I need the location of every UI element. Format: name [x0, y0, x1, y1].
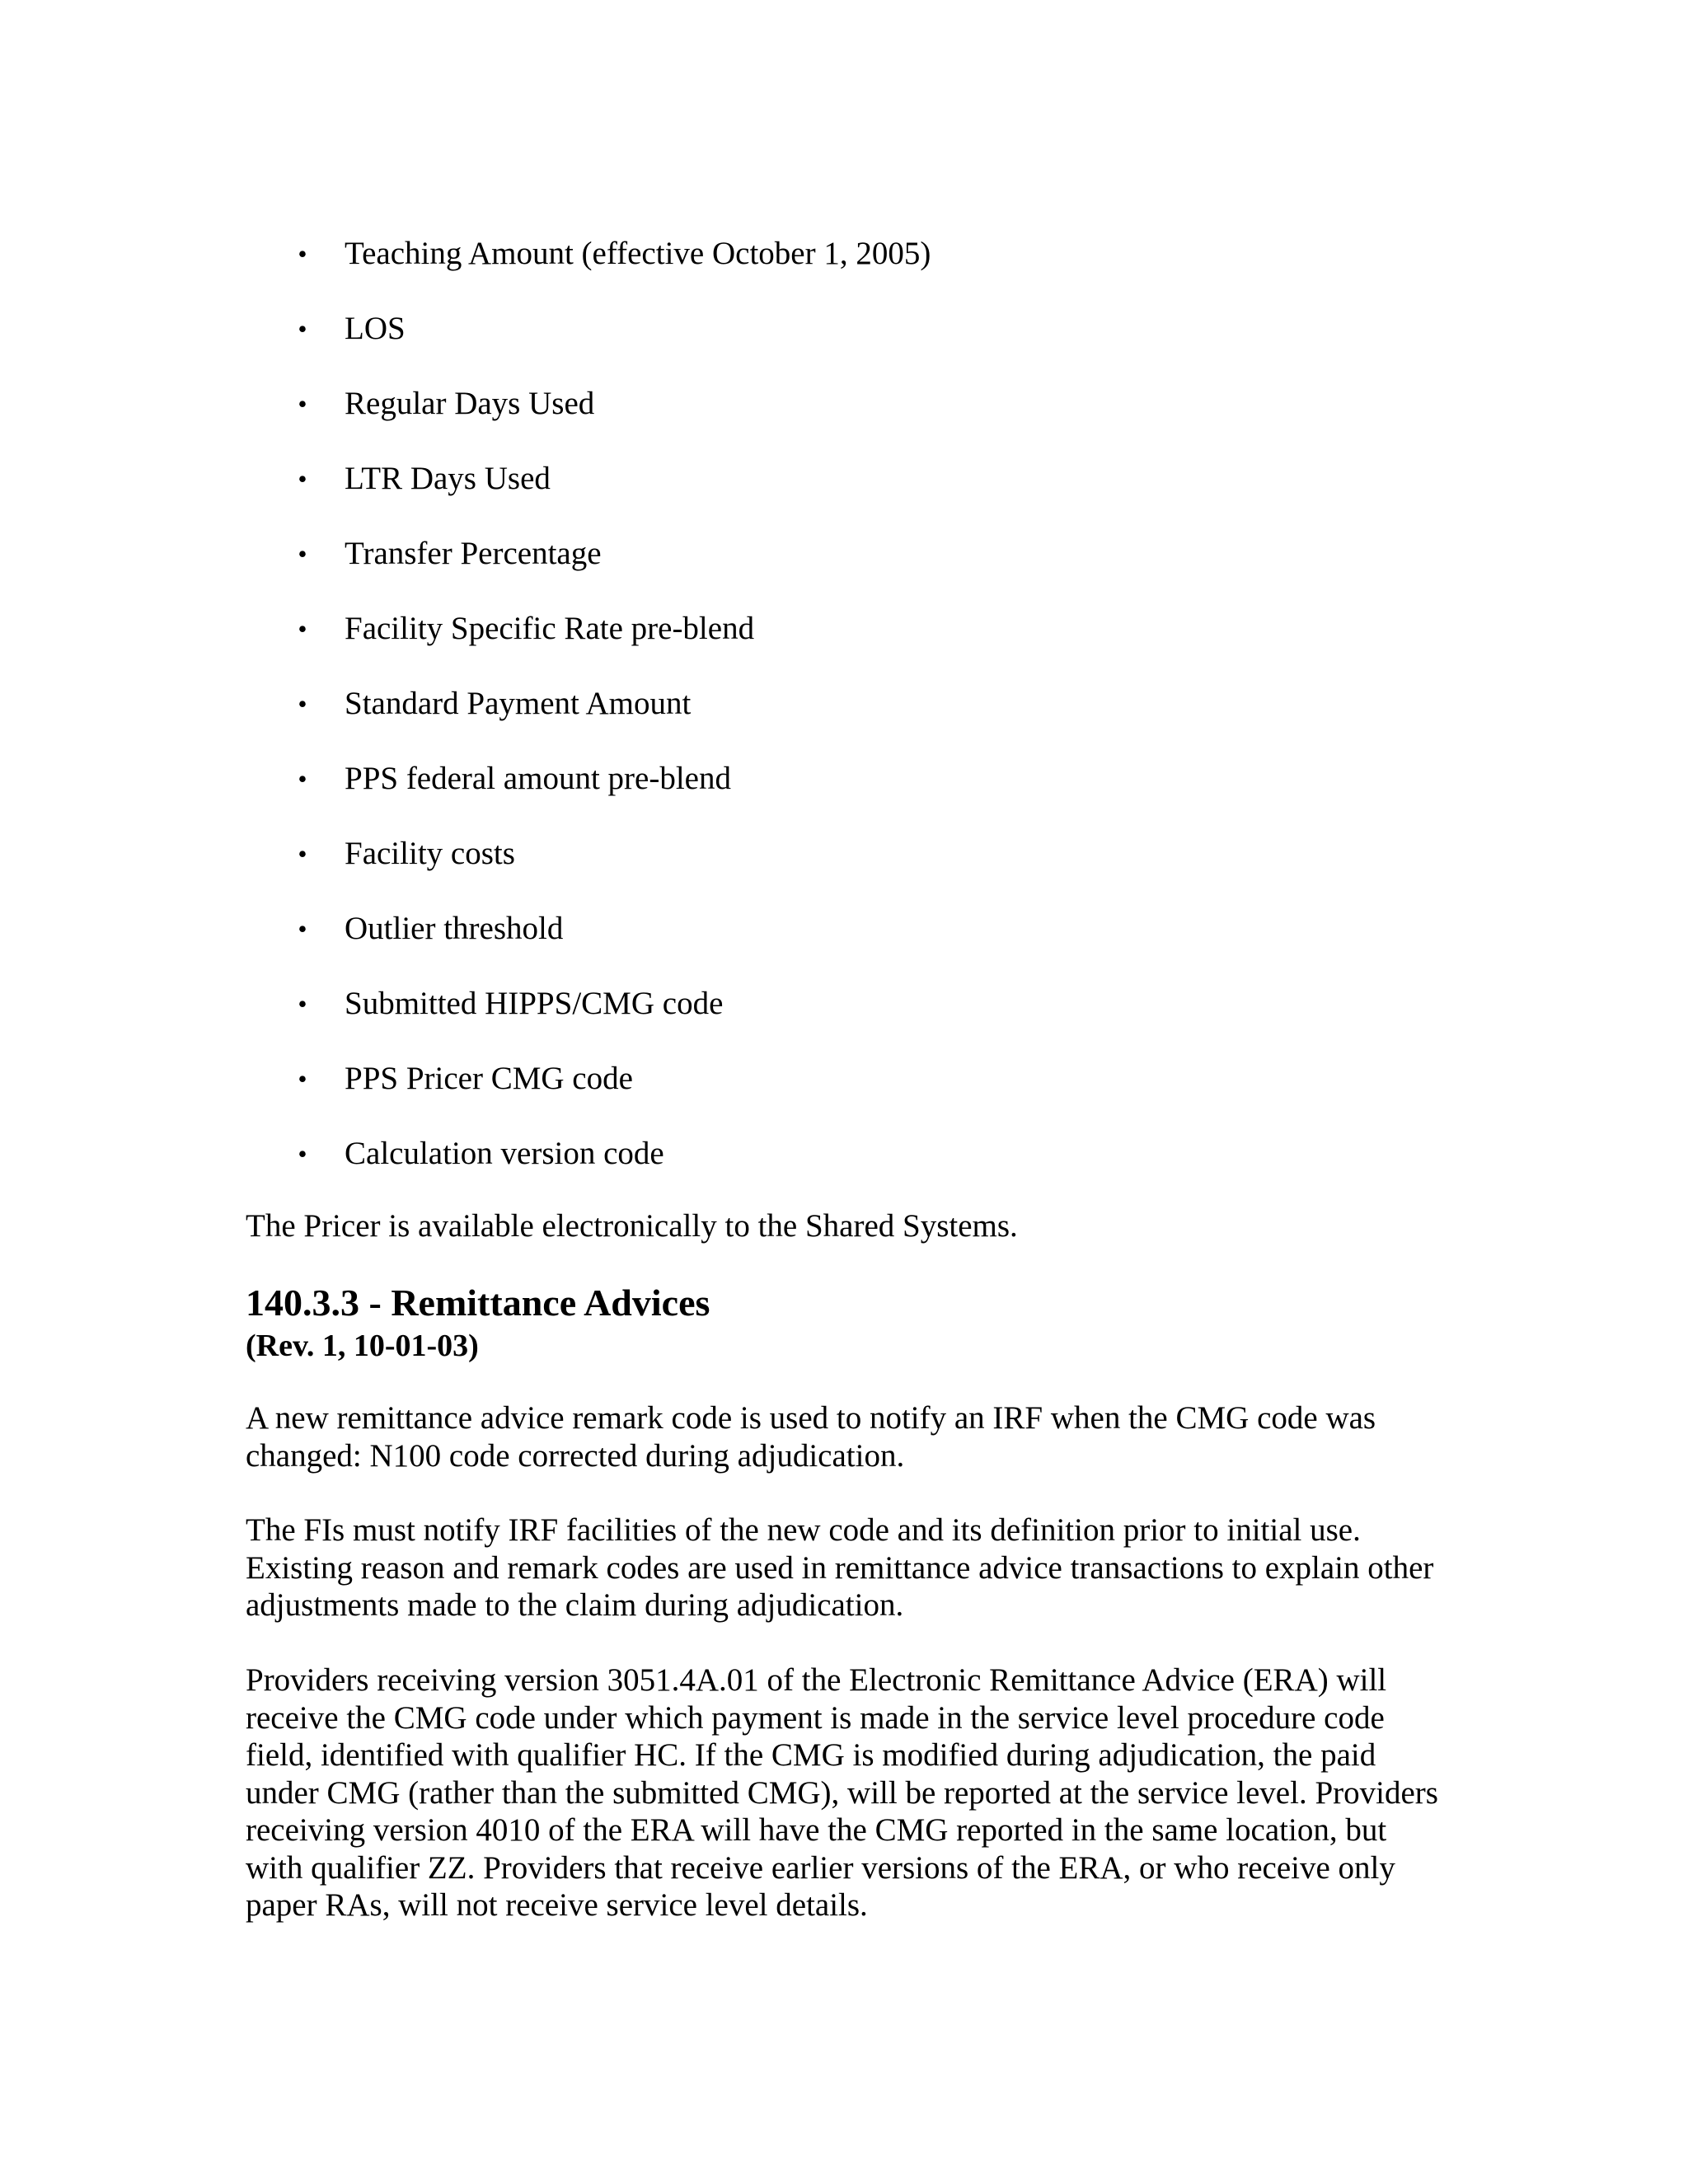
list-item [0, 754, 1484, 804]
bullet-icon: • [298, 614, 307, 644]
list-item-text: Submitted HIPPS/CMG code [345, 986, 724, 1021]
revision-note: (Rev. 1, 10-01-03) [246, 1329, 479, 1363]
bullet-icon: • [298, 989, 307, 1019]
list-item [0, 304, 1484, 354]
list-item-text: PPS Pricer CMG code [345, 1061, 633, 1096]
list-item [0, 229, 1484, 279]
paragraph-fi-notification: The FIs must notify IRF facilities of the new code and its definition prior to initial use. Existing reason and remark codes are used in remittance advice transactions to explain other adjustments made to the claim during adjudication. [246, 1512, 1434, 1623]
list-item-text: Teaching Amount (effective October 1, 2005) [345, 236, 931, 271]
bullet-icon: • [298, 239, 307, 269]
list-item [0, 904, 1484, 954]
bullet-icon: • [298, 389, 307, 419]
list-item-text: Facility Specific Rate pre-blend [345, 611, 755, 646]
list-item [0, 379, 1484, 429]
bullet-icon: • [298, 839, 307, 869]
list-item [0, 529, 1484, 579]
list-item-text: Calculation version code [345, 1136, 664, 1171]
list-item [0, 679, 1484, 729]
list-item-text: Transfer Percentage [345, 536, 602, 571]
list-item-text: Standard Payment Amount [345, 686, 692, 721]
list-item-text: Facility costs [345, 836, 515, 871]
list-item [0, 454, 1484, 504]
paragraph-remark-code: A new remittance advice remark code is used to notify an IRF when the CMG code was changed: N100 code corrected during adjudication. [246, 1400, 1376, 1474]
bullet-icon: • [298, 464, 307, 494]
list-item-text: PPS federal amount pre-blend [345, 761, 731, 796]
bullet-icon: • [298, 1064, 307, 1094]
list-item-text: LOS [345, 311, 406, 346]
list-item [0, 1129, 1484, 1179]
list-item [0, 979, 1484, 1029]
bullet-icon: • [298, 314, 307, 344]
section-heading: 140.3.3 - Remittance Advices [246, 1282, 710, 1324]
bullet-icon: • [298, 914, 307, 944]
bullet-icon: • [298, 539, 307, 569]
list-item [0, 829, 1484, 879]
bullet-icon: • [298, 764, 307, 794]
pricer-availability-note: The Pricer is available electronically to the Shared Systems. [246, 1208, 1018, 1244]
bullet-icon: • [298, 1139, 307, 1169]
list-item-text: LTR Days Used [345, 461, 551, 496]
list-item [0, 1054, 1484, 1104]
bullet-icon: • [298, 689, 307, 719]
paragraph-era-versions: Providers receiving version 3051.4A.01 of the Electronic Remittance Advice (ERA) will receive the CMG code under which payment is made in the service level procedure code field, identified with qualifier HC. If the CMG is modified during adjudication, the paid under CMG (rather than the submitted CMG), will be reported at the service level. Providers receiving version 4010 of the ERA will have the CMG reported in the same location, but with qualifier ZZ. Providers that receive earlier versions of the ERA, or who receive only paper RAs, will not receive service level details. [246, 1662, 1438, 1923]
list-item-text: Outlier threshold [345, 911, 564, 946]
list-item [0, 604, 1484, 654]
list-item-text: Regular Days Used [345, 386, 595, 421]
